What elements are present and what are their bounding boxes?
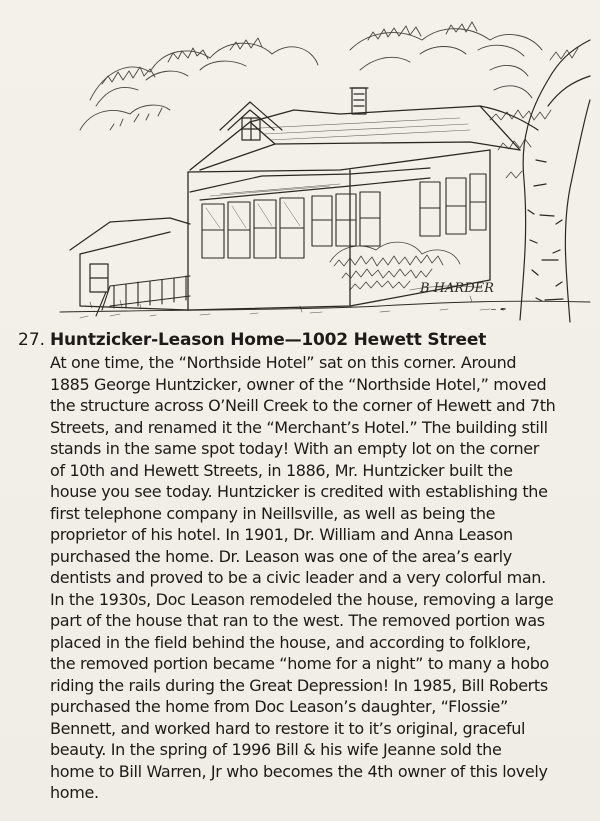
body-line: stands in the same spot today! With an empty lot on the corner: [50, 439, 539, 458]
body-line: the structure across O’Neill Creek to the corner of Hewett and 7th: [50, 396, 556, 415]
entry-title: Huntzicker-Leason Home—1002 Hewett Street: [50, 330, 487, 350]
tree-trunk: [480, 40, 590, 322]
body-line: the removed portion became “home for a night” to many a hobo: [50, 654, 549, 673]
chimney: [350, 88, 368, 114]
porch-roof: [190, 168, 430, 200]
body-line: placed in the field behind the house, and according to folklore,: [50, 632, 531, 652]
body-line: part of the house that ran to the west. The removed portion was: [50, 611, 545, 630]
house-sketch-illustration: [50, 10, 595, 325]
artist-signature-mark: ~ ✒: [490, 305, 506, 314]
entry-body: [50, 352, 585, 804]
body-line: of 10th and Hewett Streets, in 1886, Mr. Huntzicker built the: [50, 460, 513, 480]
body-line: At one time, the “Northside Hotel” sat on this corner. Around: [50, 353, 517, 372]
body-line: In the 1930s, Doc Leason remodeled the house, removing a large: [50, 589, 554, 609]
house-sketch-svg: [50, 10, 595, 325]
body-line: beauty. In the spring of 1996 Bill & his wife Jeanne sold the: [50, 740, 502, 759]
body-line: riding the rails during the Great Depression! In 1985, Bill Roberts: [50, 675, 548, 695]
body-line: purchased the home. Dr. Leason was one of the area’s early: [50, 546, 512, 566]
body-line: purchased the home from Doc Leason’s daughter, “Flossie”: [50, 697, 508, 716]
body-line: house you see today. Huntzicker is credited with establishing the: [50, 482, 548, 501]
left-wing: [70, 218, 190, 310]
tree-foliage: [490, 48, 578, 178]
body-line: home to Bill Warren, Jr who becomes the 4th owner of this lovely: [50, 761, 548, 781]
body-line: proprietor of his hotel. In 1901, Dr. William and Anna Leason: [50, 525, 513, 544]
foliage-right: [350, 22, 542, 98]
body-line: Bennett, and worked hard to restore it to it’s original, graceful: [50, 718, 526, 738]
body-line: dentists and proved to be a civic leader and a very colorful man.: [50, 568, 546, 587]
body-line: home.: [50, 783, 99, 802]
body-line: first telephone company in Neillsville, as well as being the: [50, 503, 496, 523]
body-line: Streets, and renamed it the “Merchant’s Hotel.” The building still: [50, 417, 548, 437]
body-line: 1885 George Huntzicker, owner of the “Northside Hotel,” moved: [50, 374, 547, 394]
front-gable: [220, 102, 282, 140]
roof: [190, 106, 520, 170]
right-windows: [312, 174, 486, 246]
foliage-left: [80, 38, 318, 130]
entry-number: 27.: [18, 330, 46, 350]
artist-signature-text: B HARDER: [420, 281, 494, 296]
porch-windows: [202, 198, 304, 258]
